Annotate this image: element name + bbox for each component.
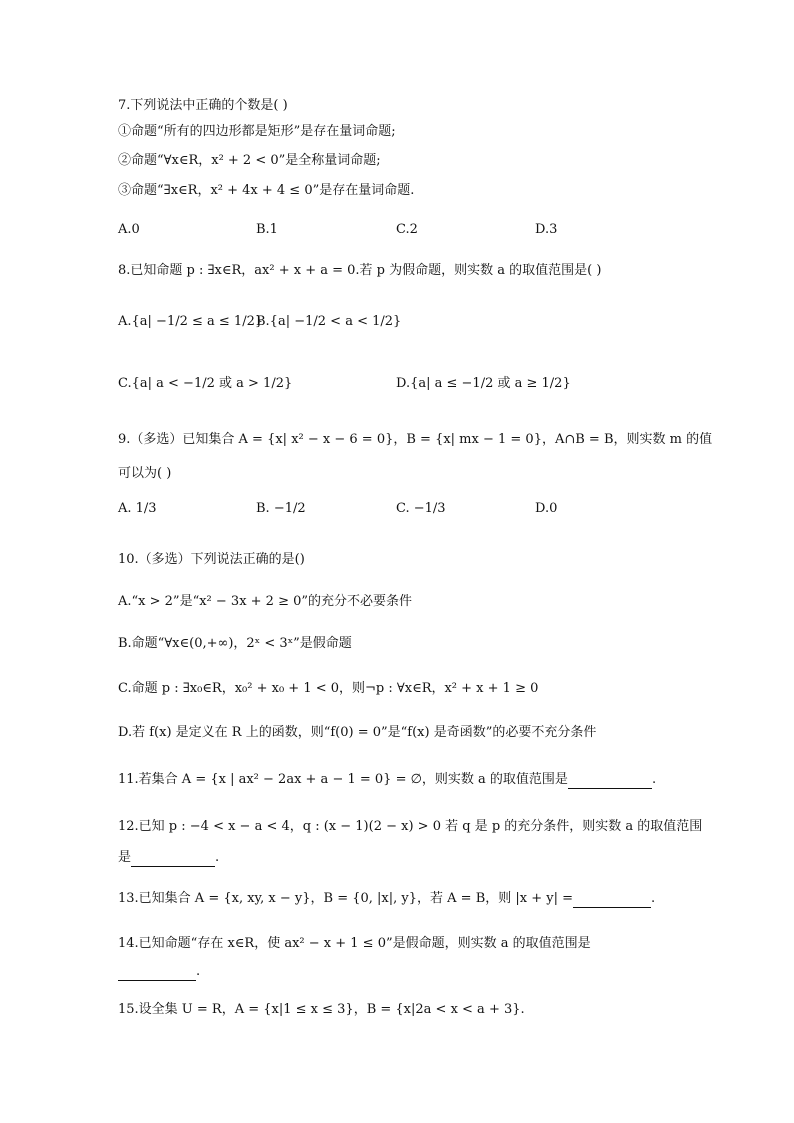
- q7-statement-3: ③命题“∃x∈R，x² + 4x + 4 ≤ 0”是存在量词命题.: [118, 183, 415, 198]
- q12-end: .: [215, 850, 220, 865]
- q7-stem: 7.下列说法中正确的个数是( ): [118, 98, 288, 113]
- q9-stem-line-1: 9.（多选）已知集合 A = {x| x² − x − 6 = 0}，B = {x| mx − 1 = 0}，A∩B = B，则实数 m 的值: [118, 432, 713, 447]
- q12-stem-line-1: 12.已知 p : −4 < x − a < 4，q : (x − 1)(2 − x) > 0 若 q 是 p 的充分条件，则实数 a 的取值范围: [118, 819, 703, 834]
- q12-answer-blank[interactable]: [131, 852, 215, 867]
- q10-option-b: B.命题“∀x∈(0,+∞)，2ˣ < 3ˣ”是假命题: [118, 636, 352, 651]
- q7-statement-1: ①命题“所有的四边形都是矩形”是存在量词命题;: [118, 124, 396, 139]
- q11-line: [118, 771, 656, 789]
- q13-stem: 13.已知集合 A = {x, xy, x − y}，B = {0, |x|, y}，若 A = B，则 |x + y| =: [118, 891, 574, 906]
- q9-option-d: D.0: [535, 501, 558, 516]
- q13-answer-blank[interactable]: [573, 893, 651, 908]
- q8-option-d: D.{a| a ≤ −1/2 或 a ≥ 1/2}: [396, 376, 571, 391]
- q7-option-a: A.0: [118, 222, 140, 237]
- q9-stem-line-2: 可以为( ): [118, 466, 172, 481]
- q9-option-a: A. 1/3: [118, 501, 157, 516]
- q11-stem: 11.若集合 A = {x | ax² − 2ax + a − 1 = 0} = ∅，则实数 a 的取值范围是: [118, 772, 568, 787]
- q12-line-2: [118, 849, 219, 867]
- q12-stem-line-2: 是: [118, 850, 132, 865]
- q15-stem: 15.设全集 U = R，A = {x|1 ≤ x ≤ 3}，B = {x|2a < x < a + 3}.: [118, 1002, 525, 1017]
- q9-option-c: C. −1/3: [396, 501, 446, 516]
- q11-answer-blank[interactable]: [568, 774, 652, 789]
- q8-stem: 8.已知命题 p : ∃x∈R，ax² + x + a = 0.若 p 为假命题，则实数 a 的取值范围是( ): [118, 263, 602, 278]
- q10-stem: 10.（多选）下列说法正确的是(): [118, 552, 305, 567]
- q10-option-c: C.命题 p : ∃x₀∈R，x₀² + x₀ + 1 < 0，则¬p : ∀x∈R，x² + x + 1 ≥ 0: [118, 681, 539, 696]
- q7-option-c: C.2: [396, 222, 418, 237]
- q11-end: .: [651, 772, 657, 787]
- q13-end: .: [651, 891, 656, 906]
- q7-option-d: D.3: [535, 222, 558, 237]
- q14-answer-blank[interactable]: [118, 966, 196, 981]
- q7-option-b: B.1: [256, 222, 278, 237]
- q7-statement-2: ②命题“∀x∈R，x² + 2 < 0”是全称量词命题;: [118, 153, 381, 168]
- q10-option-a: A.“x > 2”是“x² − 3x + 2 ≥ 0”的充分不必要条件: [118, 594, 413, 609]
- q14-stem-line-1: 14.已知命题“存在 x∈R，使 ax² − x + 1 ≤ 0”是假命题，则实数 a 的取值范围是: [118, 936, 591, 951]
- q8-option-a: A.{a| −1/2 ≤ a ≤ 1/2}: [118, 314, 264, 329]
- q10-option-d: D.若 f(x) 是定义在 R 上的函数，则“f(0) = 0”是“f(x) 是奇函数”的必要不充分条件: [118, 725, 597, 740]
- q13-line: [118, 890, 655, 908]
- q8-option-c: C.{a| a < −1/2 或 a > 1/2}: [118, 376, 293, 391]
- q14-line-2: [118, 963, 200, 981]
- q14-end: .: [196, 964, 201, 979]
- q9-option-b: B. −1/2: [256, 501, 306, 516]
- q8-option-b: B.{a| −1/2 < a < 1/2}: [256, 314, 402, 329]
